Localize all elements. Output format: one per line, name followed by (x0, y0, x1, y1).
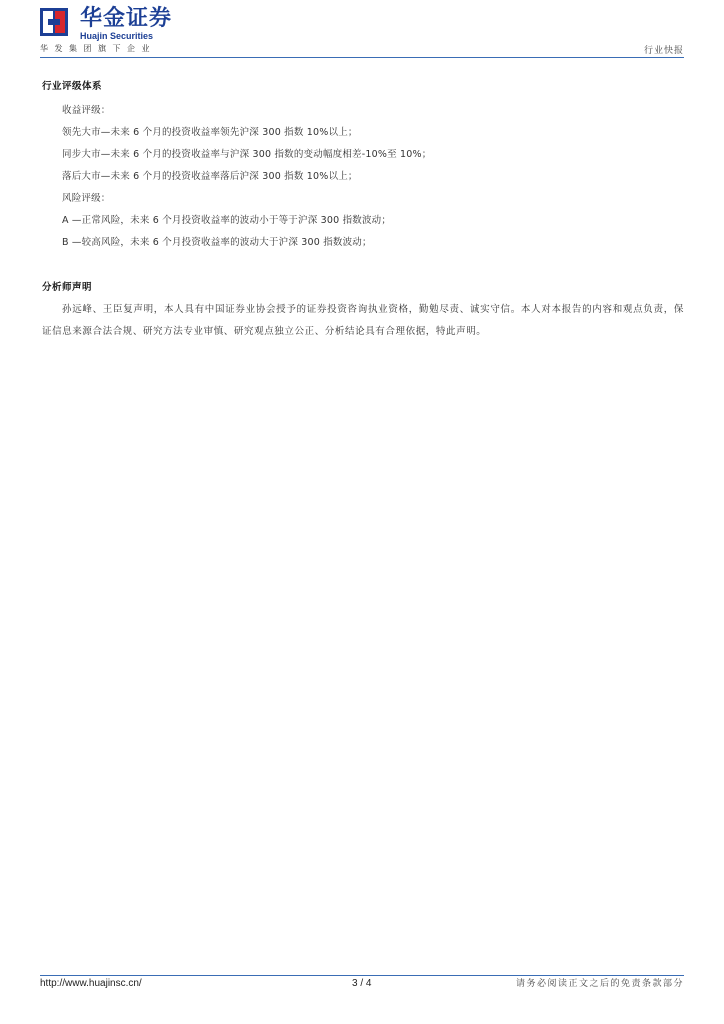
huajin-logo-icon (40, 8, 68, 36)
rating-line: 同步大市—未来 6 个月的投资收益率与沪深 300 指数的变动幅度相差-10%至 10%； (62, 149, 432, 160)
footer-divider (40, 975, 684, 976)
analyst-statement-body: 孙远峰、王臣复声明，本人具有中国证券业协会授予的证券投资咨询执业资格，勤勉尽责、诚实守信。本人对本报告的内容和观点负责，保证信息来源合法合规、研究方法专业审慎、研究观点独立公正、分析结论具有合理依据，特此声明。 (42, 304, 684, 337)
rating-system-title: 行业评级体系 (42, 81, 103, 92)
analyst-statement-title: 分析师声明 (42, 282, 93, 293)
report-type-label: 行业快报 (643, 46, 684, 56)
rating-line: B —较高风险，未来 6 个月投资收益率的波动大于沪深 300 指数波动； (62, 237, 372, 248)
disclaimer-note: 请务必阅读正文之后的免责条款部分 (515, 979, 684, 989)
rating-line: 风险评级： (62, 193, 111, 204)
rating-line: A —正常风险，未来 6 个月投资收益率的波动小于等于沪深 300 指数波动； (62, 215, 392, 226)
rating-line: 落后大市—未来 6 个月的投资收益率落后沪深 300 指数 10%以上； (62, 171, 358, 182)
page-number: 3 / 4 (352, 978, 372, 989)
rating-line: 领先大市—未来 6 个月的投资收益率领先沪深 300 指数 10%以上； (62, 127, 358, 138)
page-header (40, 8, 684, 60)
footer-website-link[interactable]: http://www.huajinsc.cn/ (40, 978, 142, 989)
group-affiliation: 华发集团旗下企业 (40, 44, 156, 53)
logo-english-name: Huajin Securities (80, 31, 154, 41)
rating-line: 收益评级： (62, 105, 111, 116)
header-divider (40, 57, 684, 58)
logo-chinese-name: 华金证券 (80, 6, 173, 31)
